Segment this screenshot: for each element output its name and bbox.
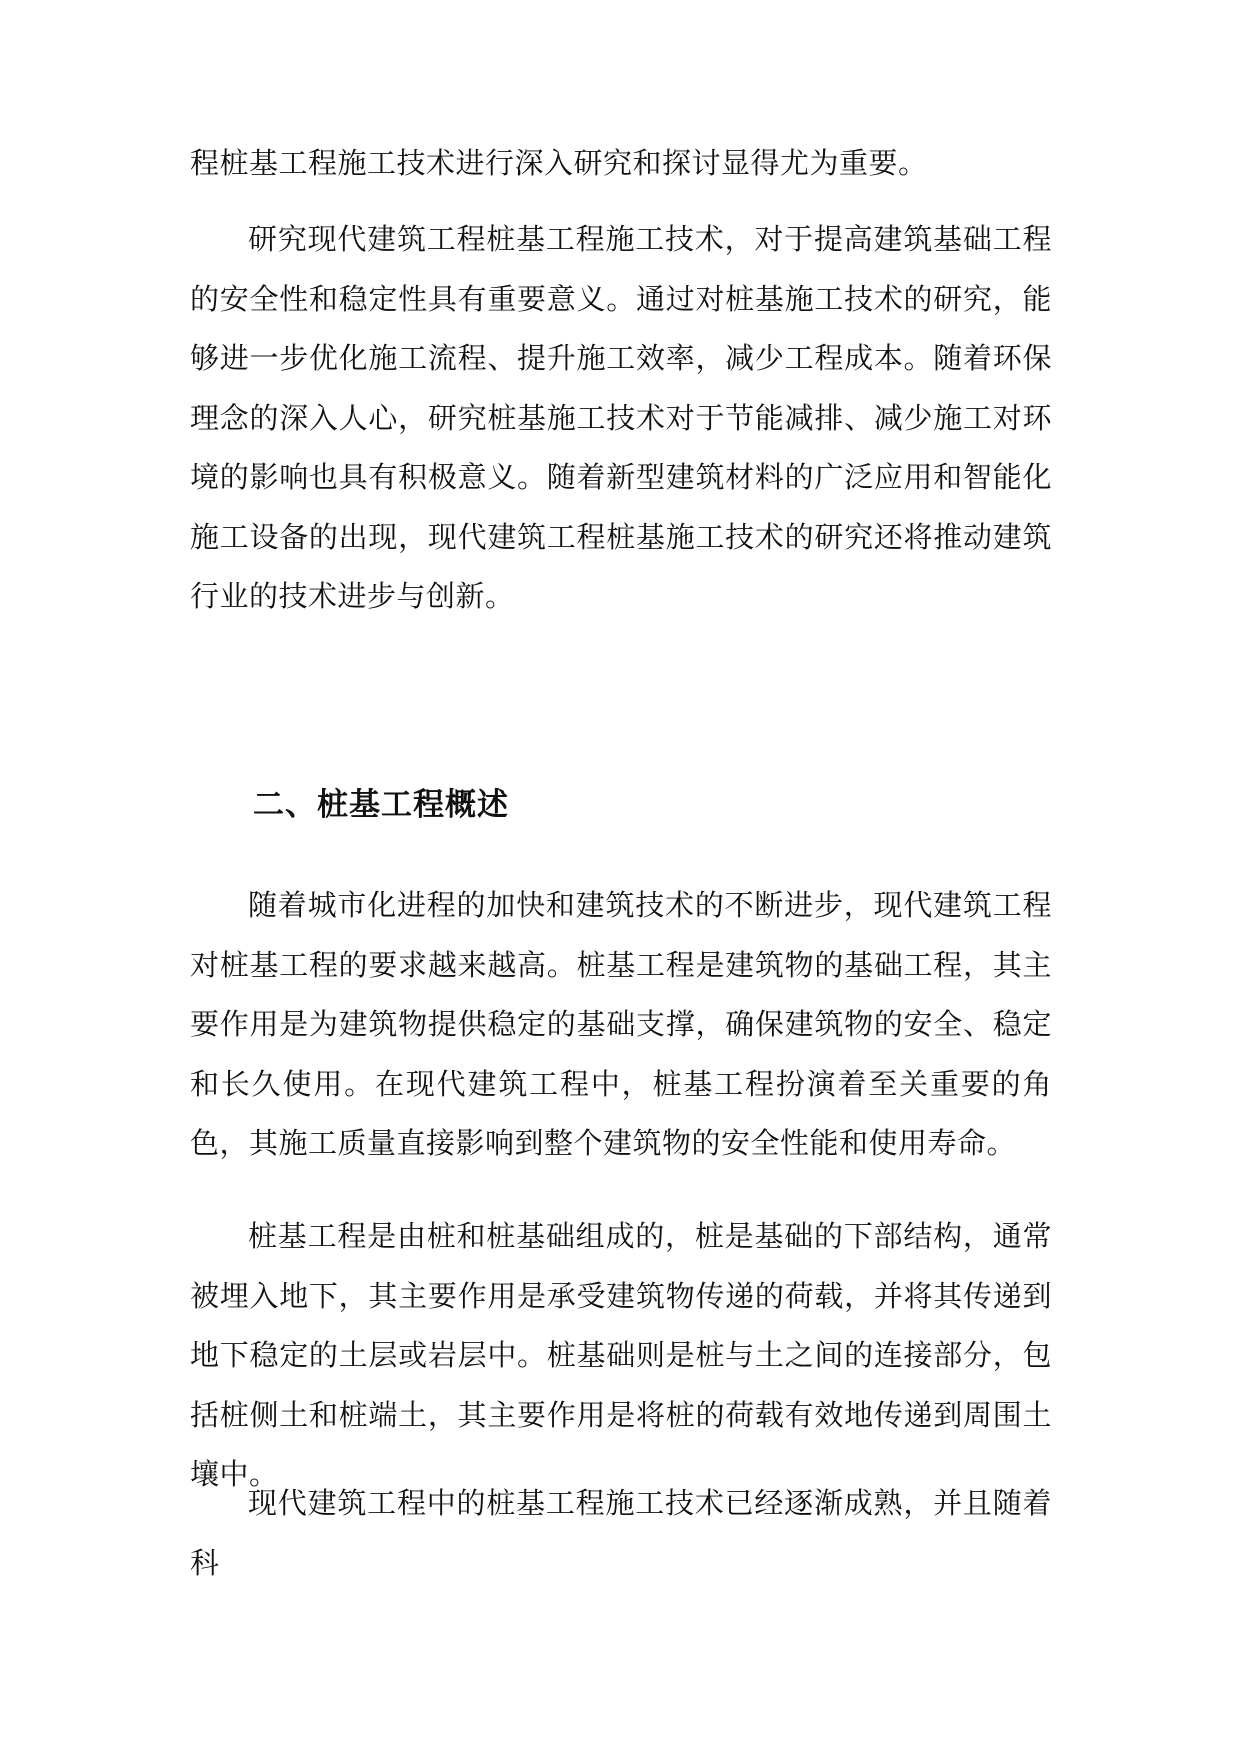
paragraph-text: 程桩基工程施工技术进行深入研究和探讨显得尤为重要。 <box>190 146 928 180</box>
paragraph-text: 桩基工程是由桩和桩基础组成的，桩是基础的下部结构，通常被埋入地下，其主要作用是承受建筑物传递的荷载，并将其传递到地下稳定的土层或岩层中。桩基础则是桩与土之间的连接部分，包括桩侧土和桩端土，其主要作用是将桩的荷载有效地传递到周围土壤中。 <box>190 1219 1052 1491</box>
section-heading: 二、桩基工程概述 <box>253 787 509 823</box>
paragraph-continuation <box>190 134 1052 194</box>
paragraph-pile-structure <box>190 1207 1052 1505</box>
paragraph-overview <box>190 876 1052 1174</box>
paragraph-text: 现代建筑工程中的桩基工程施工技术已经逐渐成熟，并且随着科 <box>190 1486 1052 1580</box>
paragraph-modern-technology <box>190 1474 1052 1593</box>
paragraph-text: 研究现代建筑工程桩基工程施工技术，对于提高建筑基础工程的安全性和稳定性具有重要意义。通过对桩基施工技术的研究，能够进一步优化施工流程、提升施工效率，减少工程成本。随着环保理念的深入人心，研究桩基施工技术对于节能减排、减少施工对环境的影响也具有积极意义。随着新型建筑材料的广泛应用和智能化施工设备的出现，现代建筑工程桩基施工技术的研究还将推动建筑行业的技术进步与创新。 <box>190 222 1052 613</box>
paragraph-text: 随着城市化进程的加快和建筑技术的不断进步，现代建筑工程对桩基工程的要求越来越高。桩基工程是建筑物的基础工程，其主要作用是为建筑物提供稳定的基础支撑，确保建筑物的安全、稳定和长久使用。在现代建筑工程中，桩基工程扮演着至关重要的角色，其施工质量直接影响到整个建筑物的安全性能和使用寿命。 <box>190 888 1052 1160</box>
paragraph-research-significance <box>190 210 1052 627</box>
